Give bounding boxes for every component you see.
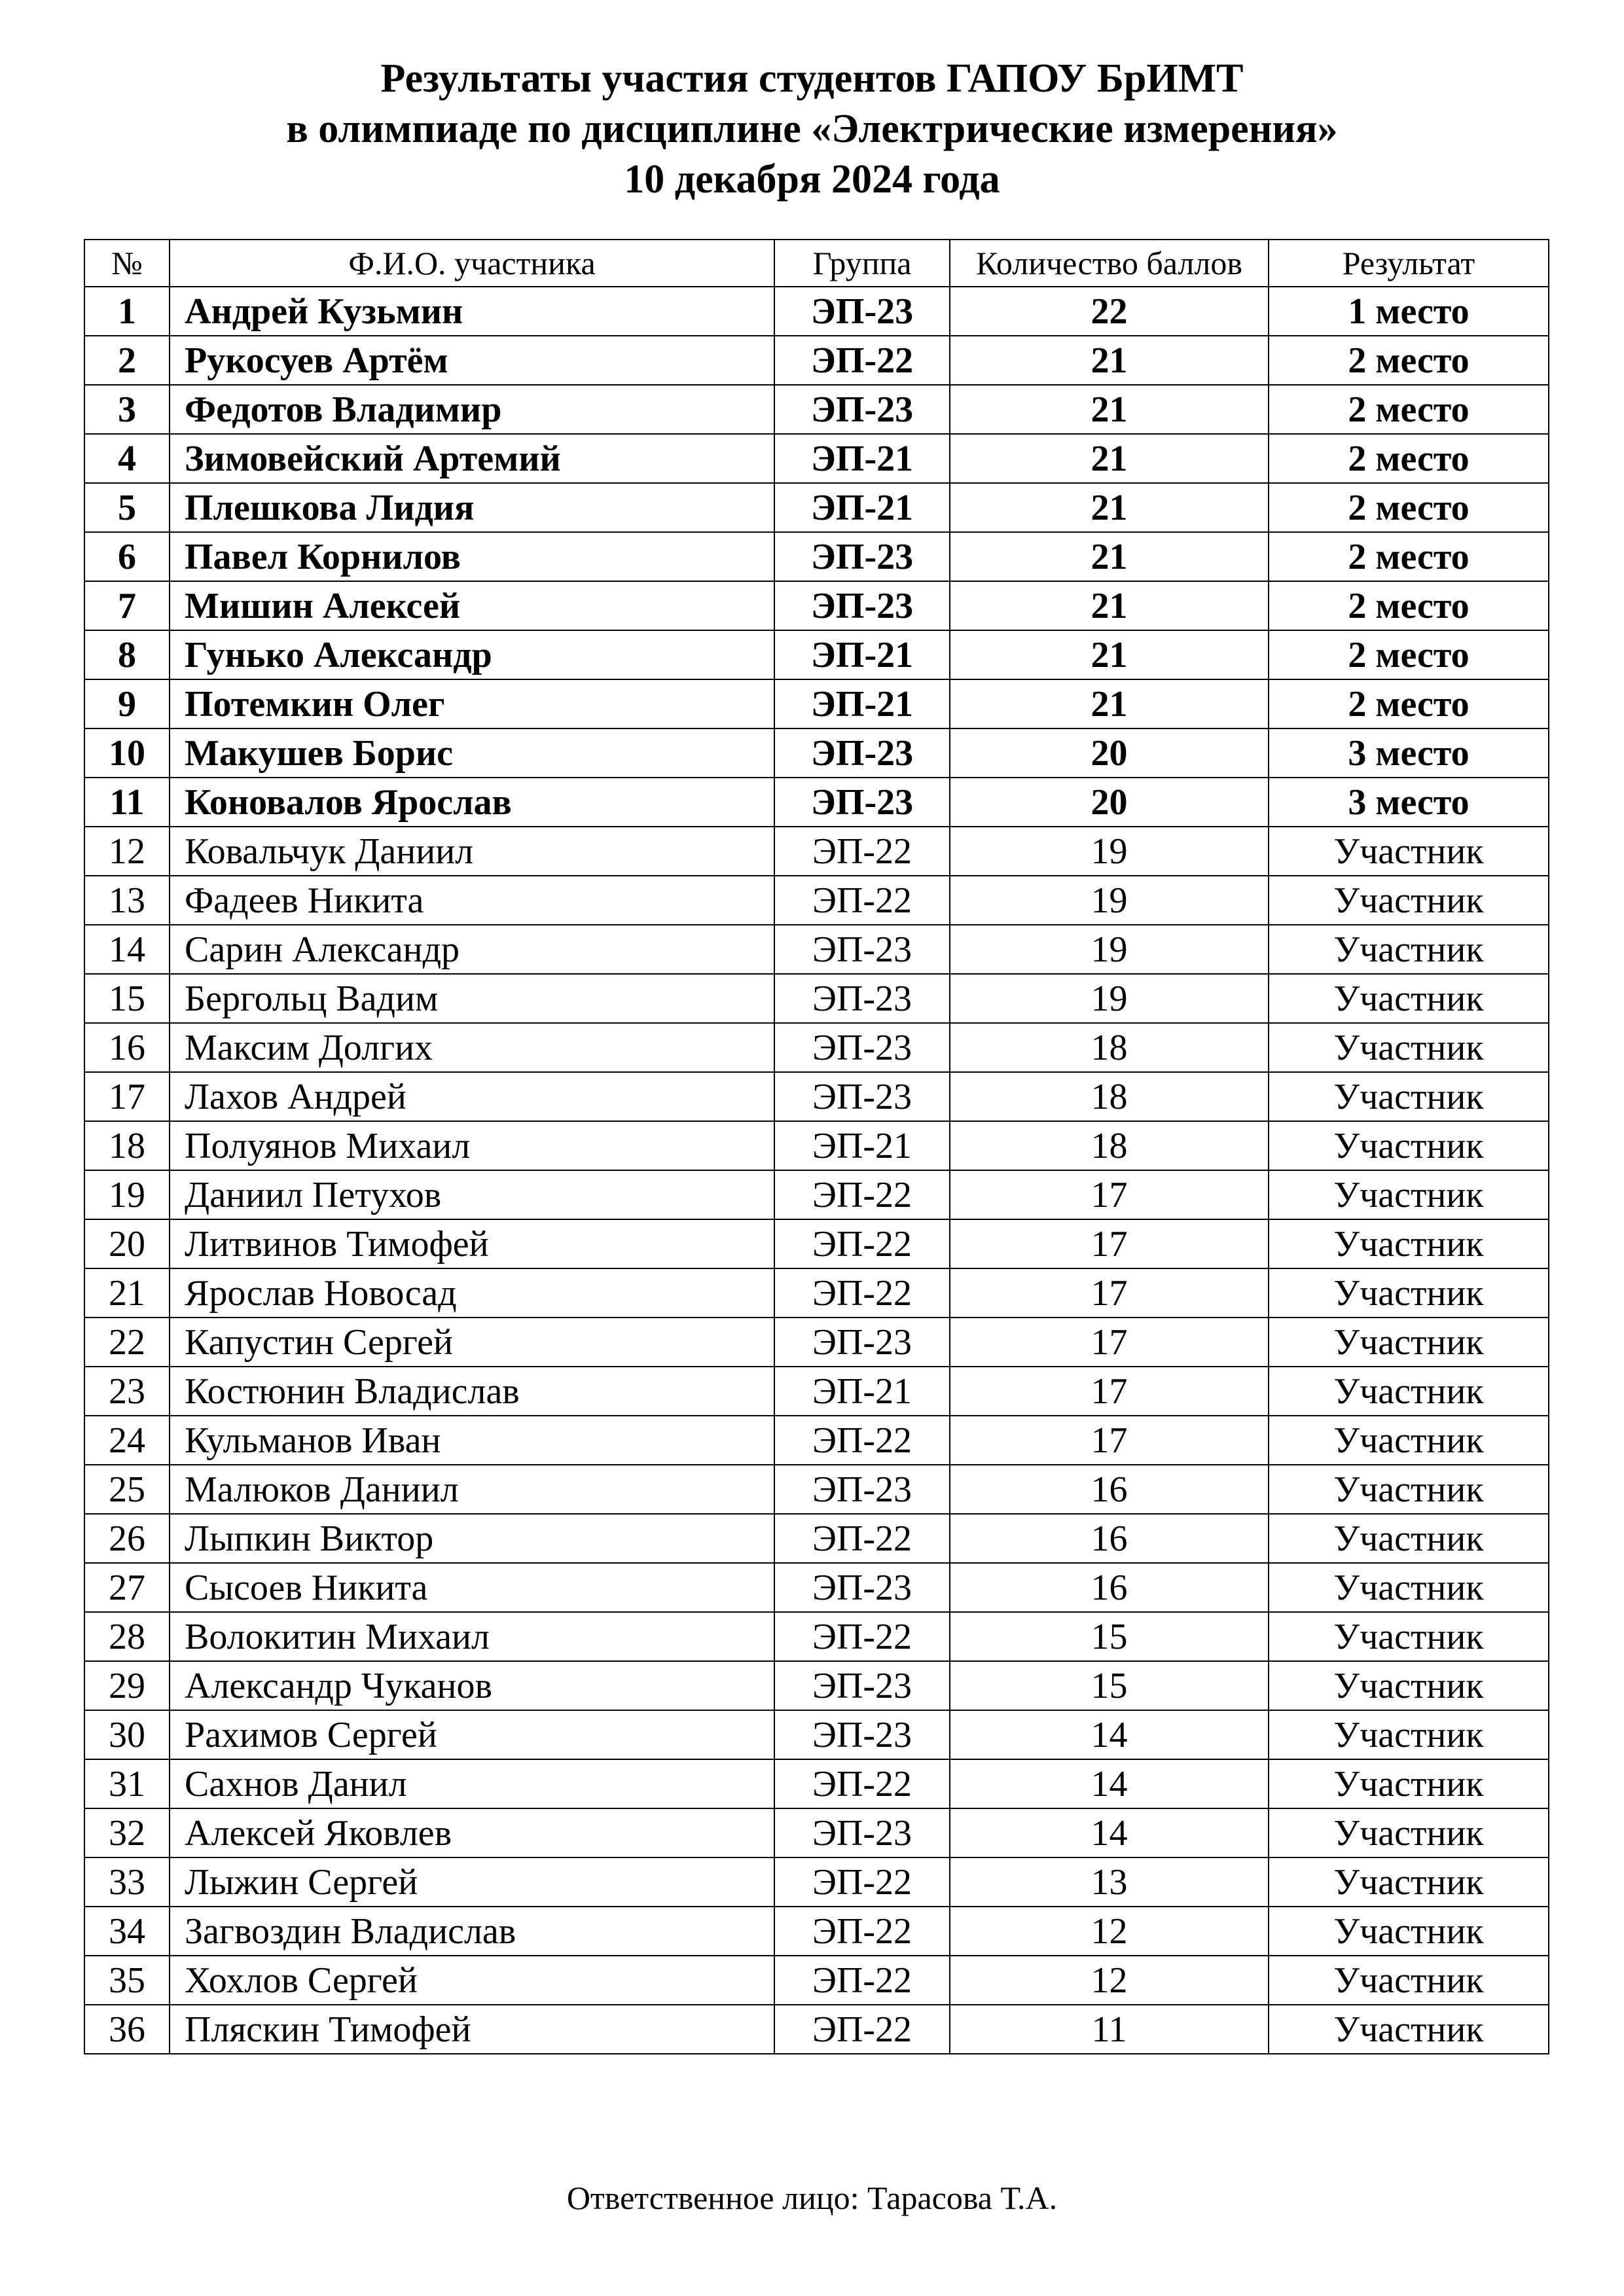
cell-name: Мишин Алексей (170, 581, 774, 630)
cell-result: Участник (1269, 1121, 1549, 1170)
cell-group: ЭП-22 (774, 2005, 950, 2054)
cell-name: Рахимов Сергей (170, 1710, 774, 1759)
cell-name: Лахов Андрей (170, 1072, 774, 1121)
cell-number: 14 (84, 925, 170, 974)
cell-name: Капустин Сергей (170, 1318, 774, 1367)
cell-result: Участник (1269, 1023, 1549, 1072)
table-row (84, 1808, 1549, 1857)
cell-number: 27 (84, 1563, 170, 1612)
cell-score: 21 (950, 581, 1269, 630)
cell-result: Участник (1269, 1367, 1549, 1416)
cell-name: Волокитин Михаил (170, 1612, 774, 1661)
cell-result: Участник (1269, 1956, 1549, 2005)
cell-name: Плешкова Лидия (170, 483, 774, 532)
cell-score: 18 (950, 1072, 1269, 1121)
cell-number: 9 (84, 679, 170, 728)
cell-name: Сарин Александр (170, 925, 774, 974)
cell-score: 16 (950, 1465, 1269, 1514)
cell-name: Макушев Борис (170, 728, 774, 778)
cell-group: ЭП-23 (774, 385, 950, 434)
table-row (84, 630, 1549, 679)
cell-score: 19 (950, 974, 1269, 1023)
table-row (84, 287, 1549, 336)
cell-group: ЭП-22 (774, 1219, 950, 1268)
cell-result: Участник (1269, 1612, 1549, 1661)
cell-group: ЭП-21 (774, 483, 950, 532)
cell-group: ЭП-23 (774, 1465, 950, 1514)
cell-number: 33 (84, 1857, 170, 1907)
cell-name: Рукосуев Артём (170, 336, 774, 385)
cell-group: ЭП-22 (774, 1268, 950, 1318)
table-row (84, 1661, 1549, 1710)
cell-score: 19 (950, 925, 1269, 974)
title-line-3: 10 декабря 2024 года (624, 157, 1000, 202)
cell-score: 21 (950, 630, 1269, 679)
cell-number: 8 (84, 630, 170, 679)
table-row (84, 1465, 1549, 1514)
cell-number: 1 (84, 287, 170, 336)
table-row (84, 581, 1549, 630)
cell-result: 2 место (1269, 630, 1549, 679)
cell-number: 2 (84, 336, 170, 385)
responsible-person: Ответственное лицо: Тарасова Т.А. (566, 2179, 1058, 2216)
cell-score: 15 (950, 1612, 1269, 1661)
table-row (84, 1219, 1549, 1268)
cell-result: Участник (1269, 925, 1549, 974)
cell-group: ЭП-22 (774, 1759, 950, 1808)
cell-number: 26 (84, 1514, 170, 1563)
cell-group: ЭП-23 (774, 1563, 950, 1612)
cell-number: 6 (84, 532, 170, 581)
cell-group: ЭП-23 (774, 778, 950, 827)
cell-result: Участник (1269, 876, 1549, 925)
cell-name: Коновалов Ярослав (170, 778, 774, 827)
table-row (84, 1563, 1549, 1612)
document-title (0, 54, 1624, 205)
cell-name: Лыжин Сергей (170, 1857, 774, 1907)
cell-score: 22 (950, 287, 1269, 336)
cell-group: ЭП-22 (774, 1956, 950, 2005)
cell-score: 17 (950, 1367, 1269, 1416)
cell-result: Участник (1269, 1710, 1549, 1759)
cell-score: 14 (950, 1759, 1269, 1808)
results-table (84, 239, 1549, 2054)
table-row (84, 728, 1549, 778)
cell-number: 12 (84, 827, 170, 876)
table-row (84, 2005, 1549, 2054)
table-row (84, 1318, 1549, 1367)
cell-score: 20 (950, 778, 1269, 827)
table-row (84, 1268, 1549, 1318)
cell-name: Павел Корнилов (170, 532, 774, 581)
cell-number: 25 (84, 1465, 170, 1514)
cell-group: ЭП-21 (774, 1121, 950, 1170)
cell-name: Костюнин Владислав (170, 1367, 774, 1416)
header-name: Ф.И.О. участника (170, 240, 774, 287)
cell-score: 17 (950, 1416, 1269, 1465)
table-row (84, 1416, 1549, 1465)
cell-group: ЭП-23 (774, 1710, 950, 1759)
cell-name: Сахнов Данил (170, 1759, 774, 1808)
cell-group: ЭП-21 (774, 679, 950, 728)
table-row (84, 679, 1549, 728)
cell-group: ЭП-22 (774, 1170, 950, 1219)
cell-score: 19 (950, 876, 1269, 925)
table-row (84, 1710, 1549, 1759)
cell-number: 19 (84, 1170, 170, 1219)
cell-score: 12 (950, 1907, 1269, 1956)
cell-score: 16 (950, 1563, 1269, 1612)
cell-result: 3 место (1269, 728, 1549, 778)
cell-number: 24 (84, 1416, 170, 1465)
cell-group: ЭП-23 (774, 1023, 950, 1072)
cell-score: 17 (950, 1219, 1269, 1268)
cell-score: 16 (950, 1514, 1269, 1563)
cell-name: Гунько Александр (170, 630, 774, 679)
cell-number: 7 (84, 581, 170, 630)
cell-result: Участник (1269, 1808, 1549, 1857)
cell-group: ЭП-23 (774, 1661, 950, 1710)
cell-number: 10 (84, 728, 170, 778)
cell-group: ЭП-22 (774, 1612, 950, 1661)
cell-result: Участник (1269, 974, 1549, 1023)
cell-result: Участник (1269, 1514, 1549, 1563)
cell-result: Участник (1269, 1318, 1549, 1367)
table-row (84, 1956, 1549, 2005)
cell-name: Ярослав Новосад (170, 1268, 774, 1318)
table-row (84, 876, 1549, 925)
cell-group: ЭП-23 (774, 728, 950, 778)
cell-score: 14 (950, 1808, 1269, 1857)
header-score: Количество баллов (950, 240, 1269, 287)
cell-result: Участник (1269, 1563, 1549, 1612)
table-row (84, 434, 1549, 483)
cell-group: ЭП-23 (774, 974, 950, 1023)
header-result: Результат (1269, 240, 1549, 287)
cell-result: Участник (1269, 1857, 1549, 1907)
table-row (84, 1367, 1549, 1416)
table-row (84, 1072, 1549, 1121)
cell-name: Зимовейский Артемий (170, 434, 774, 483)
table-row (84, 1023, 1549, 1072)
table-row (84, 778, 1549, 827)
cell-name: Полуянов Михаил (170, 1121, 774, 1170)
cell-number: 21 (84, 1268, 170, 1318)
cell-name: Бергольц Вадим (170, 974, 774, 1023)
cell-score: 18 (950, 1121, 1269, 1170)
cell-number: 35 (84, 1956, 170, 2005)
cell-result: 2 место (1269, 532, 1549, 581)
cell-result: 3 место (1269, 778, 1549, 827)
title-line-1: Результаты участия студентов ГАПОУ БрИМТ (380, 56, 1244, 101)
cell-result: Участник (1269, 1907, 1549, 1956)
header-row (84, 240, 1549, 287)
cell-result: Участник (1269, 1219, 1549, 1268)
cell-number: 32 (84, 1808, 170, 1857)
cell-group: ЭП-22 (774, 336, 950, 385)
cell-name: Хохлов Сергей (170, 1956, 774, 2005)
cell-group: ЭП-21 (774, 434, 950, 483)
cell-score: 11 (950, 2005, 1269, 2054)
cell-result: 2 место (1269, 336, 1549, 385)
cell-score: 14 (950, 1710, 1269, 1759)
cell-number: 3 (84, 385, 170, 434)
cell-number: 29 (84, 1661, 170, 1710)
cell-name: Малюков Даниил (170, 1465, 774, 1514)
cell-score: 17 (950, 1318, 1269, 1367)
table-row (84, 483, 1549, 532)
cell-score: 18 (950, 1023, 1269, 1072)
cell-score: 21 (950, 483, 1269, 532)
cell-group: ЭП-22 (774, 1514, 950, 1563)
cell-result: Участник (1269, 1759, 1549, 1808)
cell-number: 31 (84, 1759, 170, 1808)
cell-name: Даниил Петухов (170, 1170, 774, 1219)
cell-result: 2 место (1269, 679, 1549, 728)
cell-score: 17 (950, 1170, 1269, 1219)
cell-number: 34 (84, 1907, 170, 1956)
cell-number: 4 (84, 434, 170, 483)
cell-group: ЭП-21 (774, 630, 950, 679)
cell-name: Федотов Владимир (170, 385, 774, 434)
cell-number: 36 (84, 2005, 170, 2054)
cell-number: 23 (84, 1367, 170, 1416)
cell-score: 21 (950, 385, 1269, 434)
cell-number: 18 (84, 1121, 170, 1170)
cell-result: Участник (1269, 2005, 1549, 2054)
cell-number: 17 (84, 1072, 170, 1121)
cell-name: Литвинов Тимофей (170, 1219, 774, 1268)
cell-number: 20 (84, 1219, 170, 1268)
cell-score: 19 (950, 827, 1269, 876)
cell-score: 17 (950, 1268, 1269, 1318)
cell-result: Участник (1269, 1072, 1549, 1121)
cell-result: 2 место (1269, 483, 1549, 532)
cell-number: 5 (84, 483, 170, 532)
cell-group: ЭП-23 (774, 925, 950, 974)
cell-group: ЭП-22 (774, 1857, 950, 1907)
cell-name: Пляскин Тимофей (170, 2005, 774, 2054)
title-line-2: в олимпиаде по дисциплине «Электрические измерения» (286, 107, 1338, 151)
results-body (84, 287, 1549, 2054)
cell-score: 15 (950, 1661, 1269, 1710)
cell-number: 30 (84, 1710, 170, 1759)
cell-number: 15 (84, 974, 170, 1023)
cell-group: ЭП-21 (774, 1367, 950, 1416)
cell-result: 1 место (1269, 287, 1549, 336)
cell-result: Участник (1269, 827, 1549, 876)
cell-group: ЭП-23 (774, 287, 950, 336)
cell-score: 13 (950, 1857, 1269, 1907)
cell-result: 2 место (1269, 385, 1549, 434)
table-row (84, 1170, 1549, 1219)
cell-name: Фадеев Никита (170, 876, 774, 925)
cell-group: ЭП-22 (774, 827, 950, 876)
table-row (84, 385, 1549, 434)
cell-score: 21 (950, 679, 1269, 728)
cell-result: 2 место (1269, 434, 1549, 483)
cell-name: Александр Чуканов (170, 1661, 774, 1710)
cell-result: 2 место (1269, 581, 1549, 630)
cell-number: 22 (84, 1318, 170, 1367)
cell-number: 11 (84, 778, 170, 827)
cell-group: ЭП-23 (774, 532, 950, 581)
cell-score: 12 (950, 1956, 1269, 2005)
header-number: № (84, 240, 170, 287)
cell-result: Участник (1269, 1416, 1549, 1465)
table-row (84, 925, 1549, 974)
cell-name: Кульманов Иван (170, 1416, 774, 1465)
cell-name: Загвоздин Владислав (170, 1907, 774, 1956)
cell-group: ЭП-22 (774, 1416, 950, 1465)
table-row (84, 336, 1549, 385)
cell-number: 13 (84, 876, 170, 925)
table-row (84, 1857, 1549, 1907)
table-row (84, 1121, 1549, 1170)
cell-score: 21 (950, 532, 1269, 581)
cell-name: Алексей Яковлев (170, 1808, 774, 1857)
cell-group: ЭП-23 (774, 1318, 950, 1367)
cell-name: Сысоев Никита (170, 1563, 774, 1612)
table-row (84, 827, 1549, 876)
cell-group: ЭП-22 (774, 1907, 950, 1956)
table-row (84, 1514, 1549, 1563)
cell-name: Лыпкин Виктор (170, 1514, 774, 1563)
cell-group: ЭП-23 (774, 1808, 950, 1857)
table-row (84, 1759, 1549, 1808)
cell-score: 20 (950, 728, 1269, 778)
table-row (84, 532, 1549, 581)
cell-result: Участник (1269, 1170, 1549, 1219)
cell-name: Потемкин Олег (170, 679, 774, 728)
cell-score: 21 (950, 434, 1269, 483)
cell-score: 21 (950, 336, 1269, 385)
cell-name: Андрей Кузьмин (170, 287, 774, 336)
table-row (84, 974, 1549, 1023)
cell-group: ЭП-23 (774, 581, 950, 630)
cell-group: ЭП-22 (774, 876, 950, 925)
cell-result: Участник (1269, 1268, 1549, 1318)
cell-result: Участник (1269, 1661, 1549, 1710)
header-group: Группа (774, 240, 950, 287)
cell-group: ЭП-23 (774, 1072, 950, 1121)
table-row (84, 1907, 1549, 1956)
cell-number: 28 (84, 1612, 170, 1661)
cell-result: Участник (1269, 1465, 1549, 1514)
cell-number: 16 (84, 1023, 170, 1072)
table-row (84, 1612, 1549, 1661)
cell-name: Ковальчук Даниил (170, 827, 774, 876)
cell-name: Максим Долгих (170, 1023, 774, 1072)
